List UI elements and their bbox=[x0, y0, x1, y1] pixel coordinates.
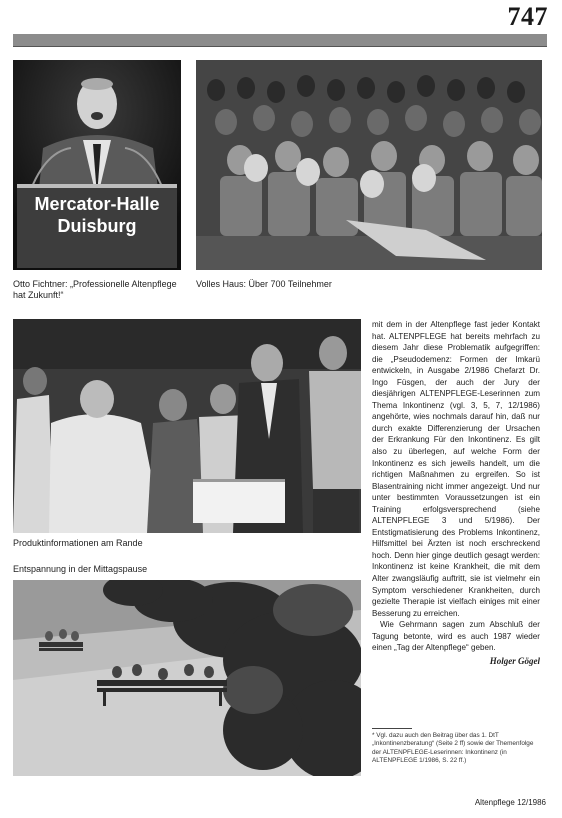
speaker-photo bbox=[13, 60, 181, 270]
header-rule bbox=[13, 34, 547, 46]
lectern-sign-line2: Duisburg bbox=[57, 216, 137, 236]
info-stand-caption: Produktinformationen am Rande bbox=[13, 538, 143, 548]
park-caption: Entspannung in der Mittagspause bbox=[13, 564, 148, 574]
footnote-rule bbox=[372, 728, 412, 729]
page-footer: Altenpflege 12/1986 bbox=[474, 798, 546, 807]
article-author: Holger Gögel bbox=[489, 655, 540, 666]
article-closing: Wie Gehrmann sagen zum Abschluß der Tagung betonte, wird es auch 1987 wieder einen „Tag der Altenpflege“ geben. bbox=[372, 620, 540, 653]
article-column bbox=[372, 319, 540, 667]
audience-photo-image bbox=[196, 60, 542, 270]
header-rule-line bbox=[13, 46, 547, 47]
audience-caption: Volles Haus: Über 700 Teilnehmer bbox=[196, 279, 332, 289]
lectern-sign-line1: Mercator-Halle bbox=[34, 194, 160, 214]
speaker-photo-image bbox=[13, 60, 181, 270]
article-body: mit dem in der Altenpflege fast jeder Kontakt hat. ALTENPFLEGE hat bereits mehrfach zu diesem Jahr diese Problematik aufgegriffen: die „Pseudodemenz: Formen der Imkarü entwickeln, in Ausgabe 2/1986 Chefarzt Dr. Ingo Füsgen, der auch der Jury der diesjährigen ALTENPFLEGE-Leserinnen zum Thema Inkontinenz (vgl. 3, 5, 7, 12/1986) angehörte, wies nochmals darauf hin, daß nur durch exakte Differenzierung der Ursachen der Erkrankung Für den Inkontinenz. Es gilt also zu überlegen, auf welche Form der Inkontinenz es sich jeweils handelt, um die richtigen Maßnahmen zu ergreifen. So ist Blasentraining nicht immer angezeigt. Und nur unter bestimmten Voraussetzungen ist ein Training erfolgsversprechend (siehe ALTENPFLEGE 3 und 5/1986). Der Entstigmatisierung des Problems Inkontinenz, Hilfsmittel bei Ärzten ist noch erschreckend hoch. Denn hier ginge deutlich gesagt werden: Inkontinenz ist keine Krankheit, die mit dem Alter zwangsläufig auftritt, sie ist vielmehr ein Symptom verschiedener Krankheiten, durch gezielte Therapie ist vielfach einiges mit einer Besserung zu erreichen. bbox=[372, 320, 540, 618]
audience-photo bbox=[196, 60, 542, 270]
park-photo bbox=[13, 580, 361, 776]
page-number: 747 bbox=[507, 2, 548, 31]
park-photo-image bbox=[13, 580, 361, 776]
speaker-caption: Otto Fichtner: „Professionelle Altenpflege hat Zukunft!“ bbox=[13, 279, 177, 300]
info-stand-photo bbox=[13, 319, 361, 533]
info-stand-photo-image bbox=[13, 319, 361, 533]
article-footnote: * Vgl. dazu auch den Beitrag über das 1. DtT „Inkontinenzberatung“ (Seite 2 ff) sowie der Themenfolge der ALTENPFLEGE-Leserinnen: Inkontinenz (in ALTENPFLEGE 1/1986, S. 22 ff.) bbox=[372, 732, 534, 765]
